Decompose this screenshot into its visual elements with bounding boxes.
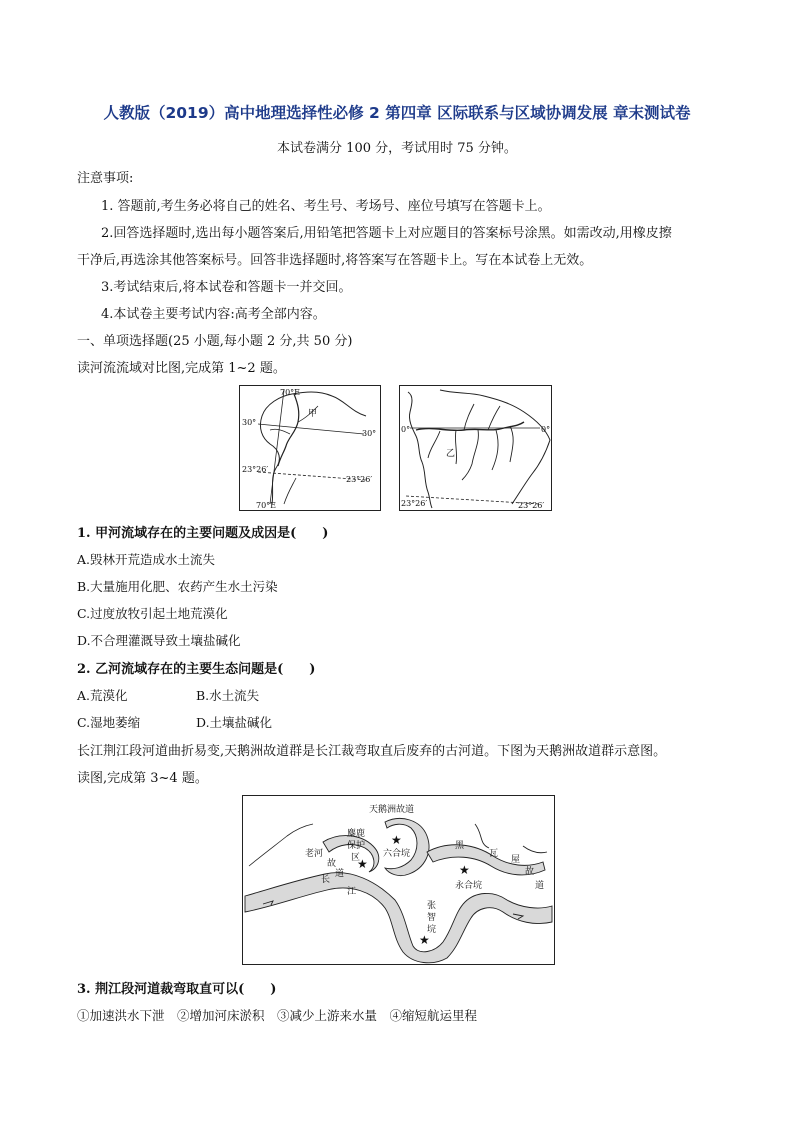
notes-item-2: 2.回答选择题时,选出每小题答案后,用铅笔把答题卡上对应题目的答案标号涂黑。如需改动,用橡皮擦: [101, 226, 672, 241]
map3-label-laohe1: 老河: [305, 849, 324, 859]
map-tianezhou: [242, 795, 555, 965]
question-2-option-c: C.湿地萎缩: [77, 715, 141, 730]
map2-river-label: 乙: [446, 449, 456, 459]
map1-tropic-right: 23°26′: [346, 475, 373, 484]
question-1-option-d: D.不合理灌溉导致土壤盐碱化: [77, 633, 241, 648]
question-3-options: ①加速洪水下泄 ②增加河床淤积 ③减少上游来水量 ④缩短航运里程: [77, 1008, 478, 1023]
map-river-yi: [399, 385, 552, 511]
map3-label-milu2: 保护: [347, 841, 366, 851]
map1-lat30-right: 30°: [362, 429, 377, 438]
svg-text:★: ★: [459, 863, 470, 877]
question-intro-2: 长江荆江段河道曲折易变,天鹅洲故道群是长江裁弯取直后废弃的古河道。下图为天鹅洲故道群示意图。: [77, 744, 667, 759]
map3-label-dao: 道: [535, 881, 545, 891]
map3-label-gu: 故: [525, 867, 535, 877]
page-subtitle: 本试卷满分 100 分，考试用时 75 分钟。: [277, 141, 517, 156]
notes-item-3: 3.考试结束后,将本试卷和答题卡一并交回。: [101, 280, 352, 295]
map3-label-wu: 屋: [511, 855, 521, 865]
map3-label-yonghe: 永合垸: [455, 881, 483, 891]
map1-lon-bottom: 70°E: [256, 501, 277, 510]
map3-label-milu1: 麋鹿: [347, 829, 366, 839]
map2-equator-left: 0°: [401, 425, 411, 434]
svg-text:★: ★: [357, 857, 368, 871]
map1-river-label: 甲: [308, 409, 318, 419]
question-2-option-b: B.水土流失: [196, 688, 260, 703]
question-2-option-a: A.荒漠化: [77, 688, 128, 703]
map3-label-zhi: 智: [427, 913, 437, 923]
question-intro-1: 读河流流域对比图,完成第 1~2 题。: [77, 361, 286, 376]
svg-text:★: ★: [391, 833, 402, 847]
question-1-option-a: A.毁林开荒造成水土流失: [77, 552, 216, 567]
question-intro-2-cont: 读图,完成第 3~4 题。: [77, 771, 208, 786]
notes-heading: 注意事项:: [77, 171, 134, 186]
map3-label-jiang: 江: [347, 887, 357, 897]
question-1-stem: 1. 甲河流域存在的主要问题及成因是( ): [77, 526, 329, 541]
notes-item-2-cont: 干净后,再选涂其他答案标号。回答非选择题时,将答案写在答题卡上。写在本试卷上无效。: [77, 253, 593, 268]
map3-label-zhang: 张: [427, 901, 437, 911]
page-title: 人教版（2019）高中地理选择性必修 2 第四章 区际联系与区域协调发展 章末测试卷: [103, 104, 691, 122]
question-1-option-b: B.大量施用化肥、农药产生水土污染: [77, 579, 278, 594]
map-river-jia: [239, 385, 381, 511]
map1-tropic-left: 23°26′: [242, 465, 269, 474]
map3-label-laohe3: 道: [335, 869, 345, 879]
map2-equator-right: 0°: [541, 425, 551, 434]
map2-tropic-right: 23°26′: [518, 501, 545, 510]
map3-label-wa: 瓦: [489, 849, 499, 859]
map3-label-hei: 黑: [455, 841, 465, 851]
notes-item-4: 4.本试卷主要考试内容:高考全部内容。: [101, 307, 326, 322]
map3-label-tianezhou: 天鹅洲故道: [369, 805, 415, 815]
notes-item-1: 1. 答题前,考生务必将自己的姓名、考生号、考场号、座位号填写在答题卡上。: [101, 199, 551, 214]
section-heading: 一、单项选择题(25 小题,每小题 2 分,共 50 分): [77, 334, 353, 349]
question-1-option-c: C.过度放牧引起土地荒漠化: [77, 606, 228, 621]
map3-label-liuhe: 六合垸: [383, 849, 411, 859]
map2-tropic-left: 23°26′: [401, 499, 428, 508]
map1-lon-top: 70°E: [280, 388, 301, 397]
svg-text:★: ★: [419, 933, 430, 947]
question-2-stem: 2. 乙河流域存在的主要生态问题是( ): [77, 662, 316, 677]
map3-label-yuan: 垸: [427, 925, 437, 935]
map3-label-chang: 长: [321, 875, 331, 885]
map1-lat30-left: 30°: [242, 418, 257, 427]
question-2-option-d: D.土壤盐碱化: [196, 715, 273, 730]
map3-label-milu3: 区: [351, 853, 361, 863]
question-3-stem: 3. 荆江段河道裁弯取直可以( ): [77, 982, 277, 997]
map3-label-laohe2: 故: [327, 859, 337, 869]
